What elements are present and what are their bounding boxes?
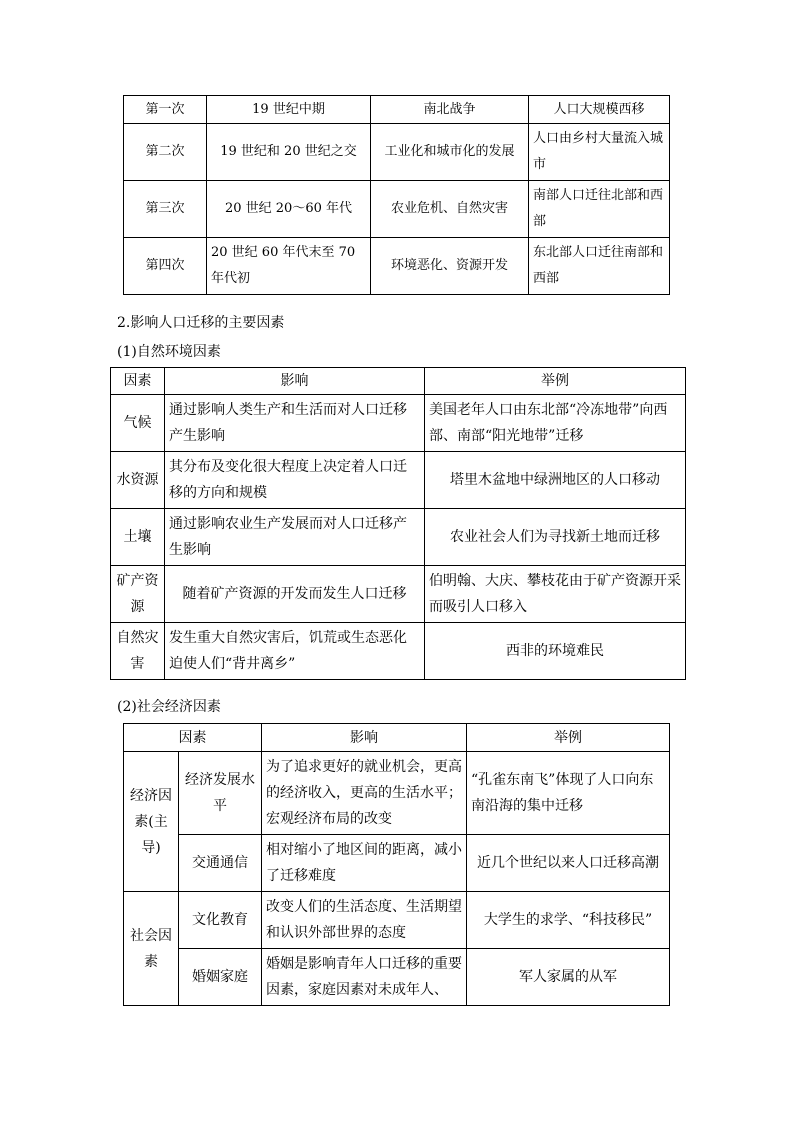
wave-order: 第二次 [124,124,207,181]
wave-result: 人口由乡村大量流入城市 [529,124,670,181]
wave-order: 第三次 [124,181,207,238]
wave-cause: 南北战争 [371,96,529,124]
influence-cell: 发生重大自然灾害后，饥荒或生态恶化迫使人们“背井离乡” [165,623,425,680]
example-cell: 农业社会人们为寻找新土地而迁移 [425,509,686,566]
table-row [111,566,686,623]
wave-order: 第一次 [124,96,207,124]
table-row [111,509,686,566]
example-cell: 伯明翰、大庆、攀枝花由于矿产资源开采而吸引人口移入 [425,566,686,623]
table-row [111,452,686,509]
wave-cause: 工业化和城市化的发展 [371,124,529,181]
example-cell: 大学生的求学、“科技移民” [467,892,670,949]
influence-cell: 通过影响农业生产发展而对人口迁移产生影响 [165,509,425,566]
header-influence: 影响 [165,368,425,395]
wave-result: 人口大规模西移 [529,96,670,124]
natural-factors-table [110,367,686,680]
wave-order: 第四次 [124,238,207,295]
group-social: 社会因素 [124,892,179,1006]
influence-cell: 改变人们的生活态度、生活期望和认识外部世界的态度 [262,892,467,949]
factor-cell: 土壤 [111,509,165,566]
table-row [111,368,686,395]
sub-factor-cell: 交通通信 [179,835,262,892]
migration-waves-table [123,95,670,295]
wave-period: 19 世纪中期 [207,96,371,124]
table-row [124,96,670,124]
table-row [111,623,686,680]
wave-period: 20 世纪 60 年代末至 70 年代初 [207,238,371,295]
header-influence: 影响 [262,724,467,752]
sub-factor-cell: 婚姻家庭 [179,949,262,1006]
header-example: 举例 [467,724,670,752]
wave-cause: 环境恶化、资源开发 [371,238,529,295]
subsection-title-natural: (1)自然环境因素 [117,344,221,360]
table-row [124,124,670,181]
socio-factors-table [123,723,670,1006]
wave-period: 19 世纪和 20 世纪之交 [207,124,371,181]
factor-cell: 矿产资源 [111,566,165,623]
header-example: 举例 [425,368,686,395]
influence-cell: 其分布及变化很大程度上决定着人口迁移的方向和规模 [165,452,425,509]
influence-cell: 随着矿产资源的开发而发生人口迁移 [165,566,425,623]
wave-cause: 农业危机、自然灾害 [371,181,529,238]
sub-factor-cell: 经济发展水平 [179,752,262,835]
wave-result: 南部人口迁往北部和西部 [529,181,670,238]
example-cell: 美国老年人口由东北部“冷冻地带”向西部、南部“阳光地带”迁移 [425,395,686,452]
example-cell: “孔雀东南飞”体现了人口向东南沿海的集中迁移 [467,752,670,835]
table-row [124,181,670,238]
table-row [124,892,670,949]
table-row [124,724,670,752]
influence-cell: 相对缩小了地区间的距离，减小了迁移难度 [262,835,467,892]
table-row [124,238,670,295]
factor-cell: 气候 [111,395,165,452]
table-row [124,949,670,1006]
header-factor: 因素 [111,368,165,395]
factor-cell: 自然灾害 [111,623,165,680]
example-cell: 西非的环境难民 [425,623,686,680]
sub-factor-cell: 文化教育 [179,892,262,949]
influence-cell: 通过影响人类生产和生活而对人口迁移产生影响 [165,395,425,452]
example-cell: 近几个世纪以来人口迁移高潮 [467,835,670,892]
factor-cell: 水资源 [111,452,165,509]
table-row [111,395,686,452]
group-economic: 经济因素(主导) [124,752,179,892]
table-row [124,752,670,835]
influence-cell: 为了追求更好的就业机会，更高的经济收入，更高的生活水平；宏观经济布局的改变 [262,752,467,835]
wave-period: 20 世纪 20～60 年代 [207,181,371,238]
subsection-title-socio: (2)社会经济因素 [117,699,221,715]
influence-cell: 婚姻是影响青年人口迁移的重要因素，家庭因素对未成年人、 [262,949,467,1006]
table-row [124,835,670,892]
header-factor: 因素 [124,724,262,752]
section-title: 2.影响人口迁移的主要因素 [117,315,285,331]
wave-result: 东北部人口迁往南部和西部 [529,238,670,295]
example-cell: 军人家属的从军 [467,949,670,1006]
example-cell: 塔里木盆地中绿洲地区的人口移动 [425,452,686,509]
